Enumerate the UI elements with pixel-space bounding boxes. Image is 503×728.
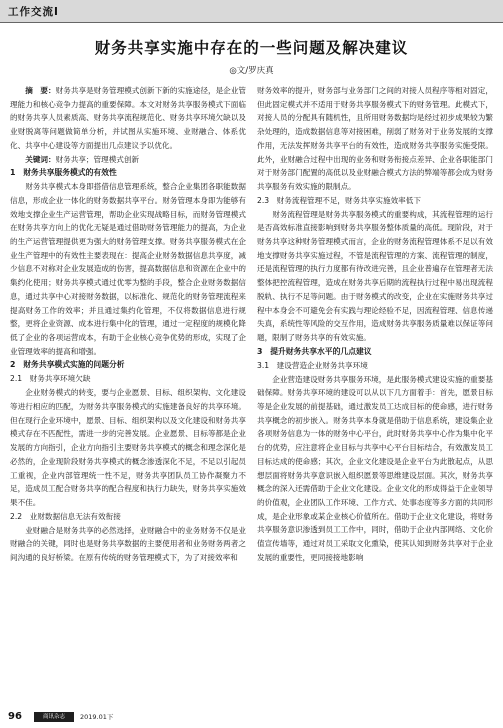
section-3-heading: 3 提升财务共享水平的几点建议: [257, 346, 372, 356]
journal-name: 商讯杂志: [42, 714, 65, 720]
issue-date: 2019.01下: [80, 713, 114, 721]
header-rule: [0, 22, 503, 23]
section-tag: 工作交流Ⅰ: [8, 6, 59, 18]
section-2-1-heading: 2.1 财务共享环境欠缺: [10, 374, 91, 384]
abstract-label: 摘 要：: [25, 86, 56, 95]
keywords-text: 财务共享；管理模式创新: [55, 154, 140, 164]
right-column: [257, 84, 493, 702]
section-2-3-paragraph: 财务流程管理是财务共享服务模式的重要构成，其流程管理的运行是否高效标准直接影响到财务共享服务整体质量的高低。现阶段，对于财务共享这种财务管理模式而言，企业的财务流程管理体系不足以有效地支撑财务共享实施过程，不管是流程管理的方案、流程管理的制度，还是流程管理的执行力度都有待改进完善，且企业普遍存在管理者无法整体把控流程管理，造成在财务共享后期的流程执行过程中易出现流程脱轨、执行不足等问题。由于财务模式的改变，企业在实施财务共享过程中本身会不可避免会有实践与理论经验不足，因流程管理、信息传递失真，系统性等风险的交互作用，造成财务共享服务质量难以保证等问题，限制了财务共享的有效实施。: [257, 209, 493, 342]
header-band: [0, 0, 503, 22]
abstract: [10, 84, 246, 153]
article-author: ◎文/罗庆真: [229, 66, 274, 76]
section-2-heading: 2 财务共享模式实施的问题分析: [10, 360, 125, 370]
continued-paragraph: 财务效率的提升，财务部与业务部门之间的对接人员程序等相对固定，但此固定模式并不适用于财务共享服务模式下的财务管理。此模式下，对接人员的分配具有随机性，且所用财务数据均是经过初步成果较为繁杂处理的，造成数据信息等对接困难，削弱了财务对于业务发展的支撑作用，无法发挥财务共享平台的有效性，造成财务共享服务实施受限。此外，业财融合过程中出现的业务和财务衔接点差异、企业各职能部门对于财务部门配置的高低以及业财融合模式方法的弊端等都会成为财务共享服务有效实施的限制点。: [257, 86, 493, 191]
section-2-1-paragraph: 企业财务模式的转变，要与企业愿景、目标、组织架构、文化建设等进行相应的匹配，为财务共享服务模式的实施建备良好的共享环境。但在现行企业环境中，愿景、目标、组织架构以及文化建设和财务共享模式存在不匹配性，需进一步的完善发展。企业愿景、目标等都是企业发展的方向指引，企业方向指引主要财务共享模式的概念和理念深化是必然的，企业现阶段财务共享模式的概念渗透深化不足，不足以引起员工重视，企业内部管理统一性不足，财务共享团队员工协作凝聚力不足，造成员工配合财务共享的配合程度和执行力缺失，财务共享实施效果不佳。: [10, 388, 246, 507]
section-1-paragraph: 财务共享模式本身即搭借信息管理系统，整合企业集团各职能数据信息，形成企业一体化的财务数据共享平台。财务管理本身即为能够有效地支撑企业生产运营管理，帮助企业实现战略目标，而财务管理模式在财务共享方向上的优化无疑是通过借助财务管理能力的提高，为企业的生产运营管理提供更为强大的财务管理支撑。财务共享服务模式在企业生产管理中的有效性主要表现在：提高企业财务数据信息共享度，减少信息不对称对企业发展造成的伤害，提高数据信息和资源在企业中的集约化使用；财务共享模式通过优零为整的手段，整合企业财务数据信息，通过共享中心对接财务数据，以标准化、规范化的财务管理流程来提高财务工作的效率；并且通过集约化管理，不仅将数据信息进行规整，更将企业资源、成本进行集中化的管理，通过一定程度的规模化降低了企业的各项运营成本，有助于企业核心竞争优势的形成，实现了企业管理效率的提高和增强。: [10, 182, 246, 356]
abstract-text: 财务共享是财务管理模式创新下新的实施途径，是企业管理能力和核心竞争力提高的重要保障。本文对财务共享服务模式下面临的财务共享人员素质高、财务共享流程规范化、财务共享环境欠缺以及业财脱离等问题做简单分析，并试图从实施环境、业财融合、体系优化、共享中心建设等方面提出几点建议予以优化。: [10, 86, 246, 150]
left-column: [10, 84, 246, 702]
section-3-1-heading: 3.1 建设营造企业财务共享环境: [257, 360, 368, 370]
section-3-1-paragraph: 企业营造建设财务共享服务环境，是此服务模式建设实施的重要基础保障。财务共享环境的建设可以从以下几方面着手：首先，愿景目标等是企业发展的前提基础，通过激发员工达成目标的使命感，进行财务共享概念的初步嵌入。财务共享本身就是借助于信息系统，建设集企业各项财务信息为一体的财务中心平台，此时财务共享中心作为集中化平台的优势，应注意将企业目标与共享中心平台目标结合，有效激发员工目标达成的使命感；其次，企业文化建设是企业平台为此散起点，从思想层面将财务共享意识嵌入组织愿景等思维建设层面。其次，财务共享概念的深入还需借助于企业文化建设。企业文化的形成得益于企业领导的价值观，企业团队工作环境、工作方式、处事态度等多方面的共同形成，是企业形象或某企业核心价值所在。借助于企业文化建设，将财务共享服务意识渗透到员工工作中，同时，借助于企业内部网络、文化价值宣传墙等，通过对员工采取文化熏染，使其认知到财务共享对于企业发展的重要性，更同接接地影响: [257, 374, 493, 562]
section-2-2-paragraph: 业财融合是财务共享的必然选择，业财融合中的业务财务不仅是业财融合的关键，同时也是财务共享数据的主要使用者和业务财务两者之间沟通的良好桥梁。在原有传统的财务管理模式下，为了对接效率和: [10, 525, 246, 563]
page-footer: [0, 706, 503, 728]
page-number: 96: [8, 711, 22, 722]
keywords-label: 关键词：: [25, 154, 56, 164]
journal-badge: [34, 712, 74, 722]
section-2-3-heading: 2.3 财务流程管理不足，财务共享实施效率低下: [257, 195, 421, 205]
article-title: 财务共享实施中存在的一些问题及解决建议: [94, 39, 409, 57]
keywords: [10, 153, 246, 167]
section-1-heading: 1 财务共享服务模式的有效性: [10, 168, 117, 178]
section-2-2-heading: 2.2 业财数据信息无法有效衔接: [10, 511, 121, 521]
